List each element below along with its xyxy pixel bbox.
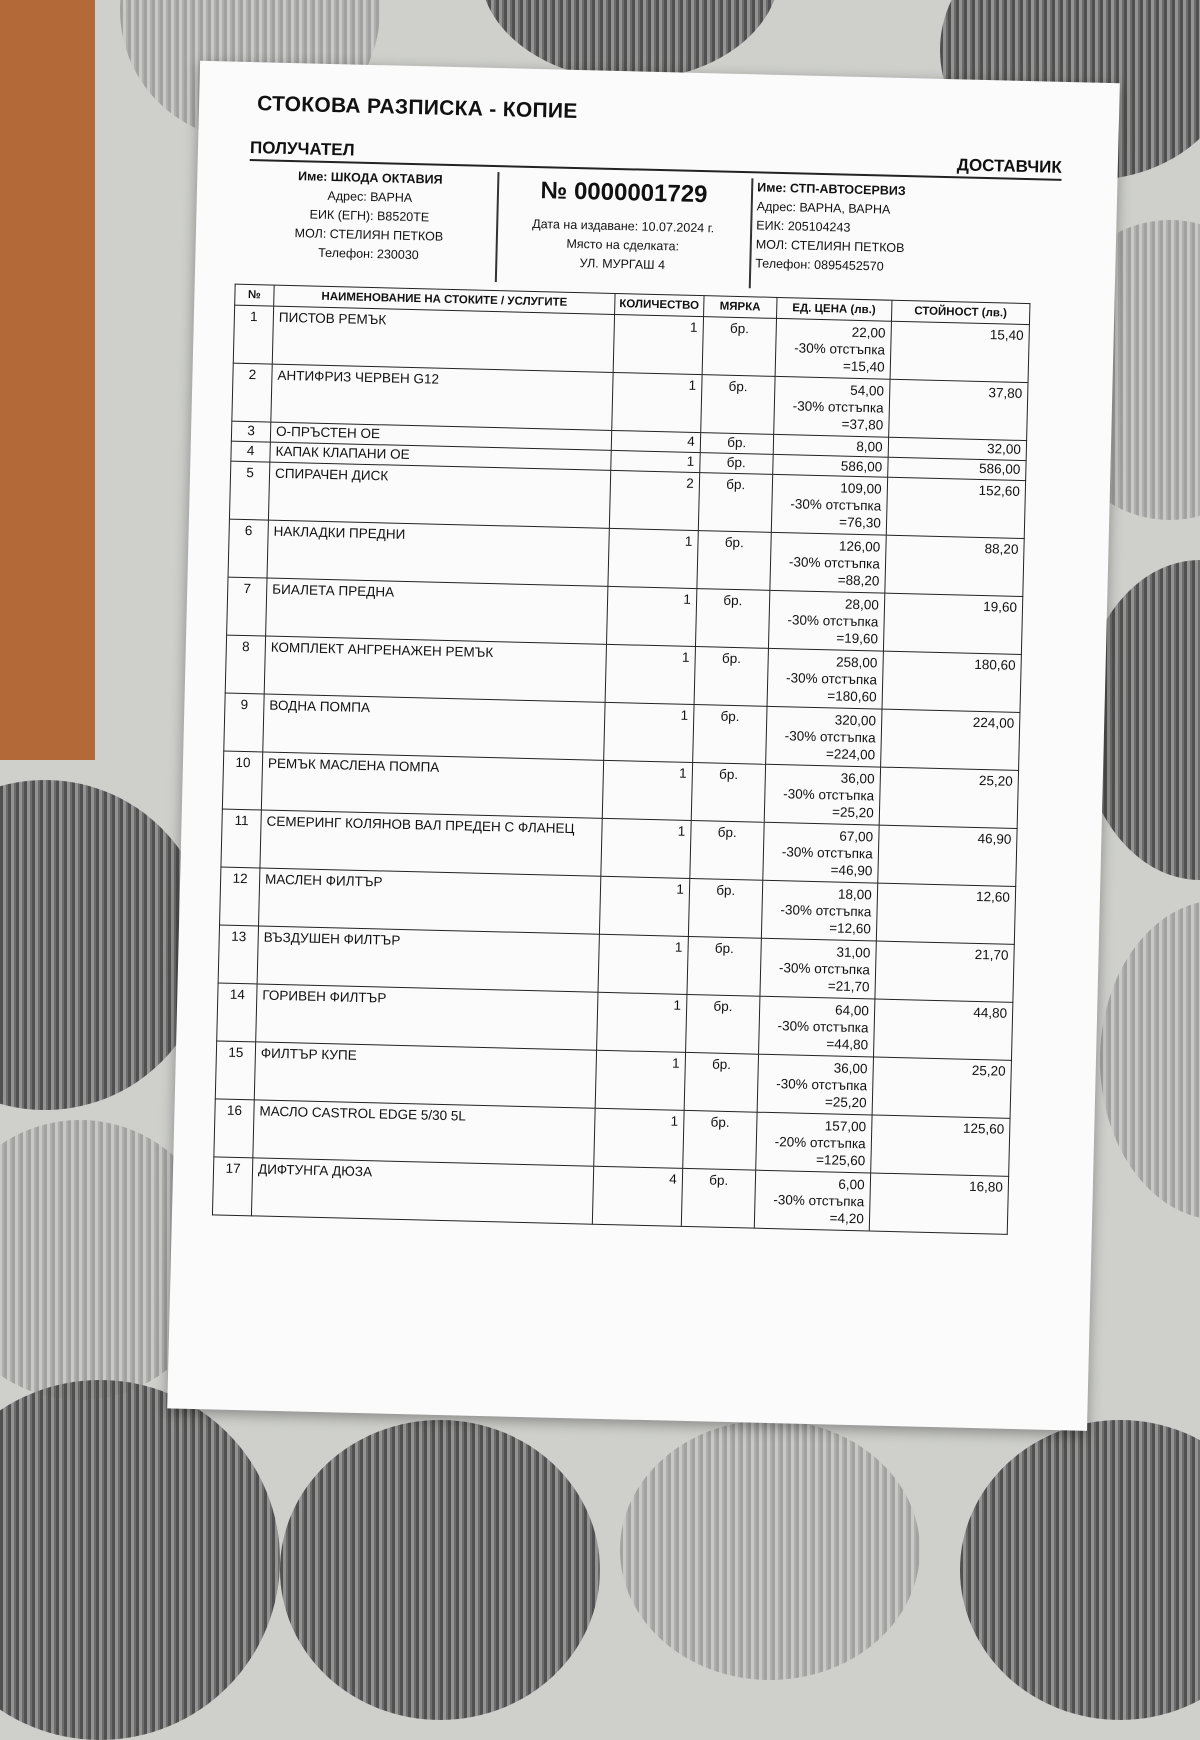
item-unit: бр.: [688, 878, 762, 938]
discounted-price: =15,40: [842, 358, 885, 375]
supplier-phone: Телефон: 0895452570: [755, 256, 884, 274]
discounted-price: =180,60: [827, 688, 877, 705]
item-unit-price: [761, 880, 877, 941]
supplier-block: [755, 178, 1057, 280]
item-name: МАСЛЕН ФИЛТЪР: [259, 868, 601, 934]
item-total: 21,70: [875, 941, 1015, 1002]
item-name: ВОДНА ПОМПА: [263, 694, 605, 760]
item-unit: бр.: [692, 705, 766, 765]
row-number: 14: [217, 983, 257, 1042]
background-pattern: [620, 1420, 920, 1680]
discount-label: -30% отстъпка: [778, 960, 871, 978]
item-unit-price: [767, 648, 883, 709]
item-unit-price: [772, 454, 887, 477]
item-total: 224,00: [880, 709, 1020, 770]
items-table: [212, 284, 1031, 1235]
price-value: 28,00: [844, 596, 880, 613]
item-name: ДИФТУНГА ДЮЗА: [251, 1158, 593, 1224]
item-total: 586,00: [887, 457, 1026, 480]
item-total: 46,90: [878, 825, 1018, 886]
price-value: 36,00: [833, 1060, 868, 1077]
item-total: 44,80: [873, 999, 1013, 1060]
item-unit: бр.: [690, 820, 764, 880]
background-pattern: [1100, 900, 1200, 1220]
row-number: 13: [218, 925, 258, 984]
item-total: 19,60: [883, 593, 1023, 654]
row-number: 6: [228, 519, 268, 578]
discount-label: -30% отстъпка: [780, 902, 872, 920]
col-header-unit-price: ЕД. ЦЕНА (лв.): [776, 297, 891, 321]
item-quantity: 1: [597, 992, 687, 1052]
item-quantity: 1: [595, 1050, 685, 1110]
row-number: 9: [224, 693, 264, 752]
item-quantity: 1: [611, 450, 700, 472]
supplier-address: Адрес: ВАРНА, ВАРНА: [756, 199, 891, 217]
row-number: 7: [227, 577, 267, 636]
price-value: 22,00: [851, 324, 886, 341]
issue-date: Дата на издаване: 10.07.2024 г.: [532, 216, 715, 236]
discounted-price: =37,80: [841, 416, 884, 433]
price-value: 54,00: [850, 382, 885, 399]
item-unit-price: [775, 318, 891, 379]
item-unit: бр.: [691, 762, 765, 822]
col-header-total: СТОЙНОСТ (лв.): [891, 300, 1030, 324]
item-unit-price: [771, 474, 887, 535]
item-quantity: 4: [592, 1166, 682, 1226]
row-number: 5: [229, 461, 269, 520]
item-unit-price: [773, 376, 889, 437]
item-unit-price: [765, 706, 881, 767]
place-label: Място на сделката:: [566, 236, 680, 254]
item-unit-price: [770, 532, 886, 593]
row-number: 16: [214, 1099, 254, 1158]
item-total: 15,40: [890, 321, 1030, 382]
price-value: 126,00: [838, 538, 881, 555]
item-name: КАПАК КЛАПАНИ ОЕ: [270, 442, 611, 470]
recipient-label: ПОЛУЧАТЕЛ: [249, 138, 355, 160]
receipt-document: [167, 61, 1120, 1431]
supplier-name: Име: СТП-АВТОСЕРВИЗ: [757, 180, 906, 199]
price-value: 36,00: [840, 770, 875, 787]
item-name: МАСЛО CASTROL EDGE 5/30 5L: [253, 1100, 595, 1166]
place-value: УЛ. МУРГАШ 4: [579, 256, 666, 273]
item-quantity: 1: [602, 760, 692, 820]
item-name: ГОРИВЕН ФИЛТЪР: [256, 984, 598, 1050]
item-unit: бр.: [681, 1168, 755, 1228]
item-unit: бр.: [695, 589, 769, 649]
discount-label: -30% отстъпка: [777, 1018, 869, 1036]
item-unit: бр.: [685, 994, 759, 1054]
item-name: РЕМЪК МАСЛЕНА ПОМПА: [261, 752, 603, 818]
discounted-price: =76,30: [838, 514, 882, 531]
price-value: 67,00: [839, 828, 874, 845]
row-number: 1: [233, 305, 273, 364]
discounted-price: =4,20: [829, 1210, 865, 1227]
discount-label: -30% отстъпка: [784, 728, 876, 746]
item-name: СПИРАЧЕН ДИСК: [268, 462, 610, 528]
item-name: ПИСТОВ РЕМЪК: [272, 306, 614, 372]
item-unit-price: [763, 822, 879, 883]
discounted-price: =25,20: [831, 804, 874, 821]
price-value: 320,00: [834, 712, 877, 729]
item-total: 152,60: [886, 477, 1026, 538]
item-name: КОМПЛЕКТ АНГРЕНАЖЕН РЕМЪК: [264, 636, 606, 702]
price-value: 586,00: [840, 458, 883, 475]
item-name: СЕМЕРИНГ КОЛЯНОВ ВАЛ ПРЕДЕН С ФЛАНЕЦ: [260, 810, 602, 876]
document-number: № 0000001729: [540, 177, 708, 209]
divider: [749, 178, 753, 288]
item-unit-price: [760, 938, 876, 999]
discounted-price: =46,90: [830, 862, 873, 879]
item-unit: бр.: [700, 433, 773, 455]
row-number: 12: [220, 867, 260, 926]
item-name: ФИЛТЪР КУПЕ: [254, 1042, 596, 1108]
discount-label: -30% отстъпка: [781, 844, 873, 862]
item-unit: бр.: [702, 317, 776, 377]
item-total: 25,20: [872, 1057, 1012, 1118]
item-quantity: 1: [606, 586, 696, 646]
item-unit: бр.: [684, 1052, 758, 1112]
discounted-price: =19,60: [836, 630, 879, 647]
item-unit-price: [773, 434, 888, 457]
discount-label: -30% отстъпка: [793, 340, 886, 358]
item-name: О-ПРЪСТЕН ОЕ: [270, 422, 611, 450]
item-name: БИАЛЕТА ПРЕДНА: [266, 578, 608, 644]
discount-label: -30% отстъпка: [785, 670, 878, 688]
discounted-price: =125,60: [815, 1152, 866, 1169]
recipient-phone: Телефон: 230030: [318, 245, 419, 263]
item-total: 32,00: [888, 437, 1027, 460]
row-number: 15: [215, 1041, 255, 1100]
price-value: 109,00: [840, 480, 882, 497]
background-pattern: [960, 1420, 1200, 1720]
item-quantity: 1: [613, 314, 703, 374]
supplier-eik: ЕИК: 205104243: [756, 218, 851, 235]
supplier-mol: МОЛ: СТЕЛИЯН ПЕТКОВ: [755, 237, 905, 256]
item-total: 180,60: [882, 651, 1022, 712]
price-value: 6,00: [838, 1176, 865, 1193]
item-quantity: 1: [599, 876, 689, 936]
item-quantity: 1: [598, 934, 688, 994]
item-quantity: 1: [612, 372, 702, 432]
item-total: 12,60: [876, 883, 1016, 944]
item-unit: бр.: [700, 453, 773, 475]
item-unit-price: [754, 1170, 870, 1231]
item-unit: бр.: [683, 1110, 757, 1170]
row-number: 8: [225, 635, 265, 694]
price-value: 8,00: [856, 438, 883, 455]
item-unit: бр.: [697, 531, 771, 591]
row-number: 10: [222, 751, 262, 810]
document-info: [497, 172, 749, 277]
item-total: 25,20: [879, 767, 1019, 828]
col-header-name: НАИМЕНОВАНИЕ НА СТОКИТЕ / УСЛУГИТЕ: [274, 285, 615, 314]
discount-label: -30% отстъпка: [787, 612, 879, 630]
discounted-price: =224,00: [825, 746, 876, 763]
item-unit: бр.: [698, 473, 772, 533]
document-title: СТОКОВА РАЗПИСКА - КОПИЕ: [256, 92, 578, 123]
item-unit: бр.: [694, 647, 768, 707]
supplier-label: ДОСТАВЧИК: [956, 155, 1063, 177]
item-unit-price: [768, 590, 884, 651]
item-name: НАКЛАДКИ ПРЕДНИ: [267, 520, 609, 586]
row-number: 4: [231, 441, 270, 462]
row-number: 3: [231, 421, 270, 442]
recipient-mol: МОЛ: СТЕЛИЯН ПЕТКОВ: [294, 226, 444, 244]
item-total: 125,60: [870, 1115, 1010, 1176]
recipient-name: Име: ШКОДА ОКТАВИЯ: [297, 169, 443, 187]
item-unit-price: [757, 1054, 873, 1115]
price-value: 31,00: [836, 944, 871, 961]
discount-label: -30% отстъпка: [790, 496, 882, 514]
item-unit-price: [755, 1112, 871, 1173]
item-quantity: 2: [609, 470, 699, 530]
discount-label: -30% отстъпка: [776, 1076, 868, 1094]
recipient-block: [243, 166, 495, 267]
row-number: 11: [221, 809, 261, 868]
item-unit-price: [764, 764, 880, 825]
recipient-eik: ЕИК (ЕГН): В8520ТЕ: [309, 207, 430, 225]
price-value: 64,00: [834, 1002, 870, 1019]
item-name: ВЪЗДУШЕН ФИЛТЪР: [257, 926, 599, 992]
background-pattern: [280, 1420, 600, 1720]
item-quantity: 1: [608, 528, 698, 588]
discount-label: -30% отстъпка: [788, 554, 881, 572]
item-quantity: 1: [605, 644, 695, 704]
item-total: 16,80: [869, 1173, 1009, 1234]
background-pattern: [0, 1380, 280, 1740]
item-unit-price: [758, 996, 874, 1057]
col-header-quantity: КОЛИЧЕСТВО: [615, 293, 704, 316]
discounted-price: =44,80: [826, 1036, 869, 1053]
item-unit: бр.: [687, 936, 761, 996]
discount-label: -30% отстъпка: [773, 1192, 865, 1210]
price-value: 258,00: [835, 654, 878, 671]
item-quantity: 1: [594, 1108, 684, 1168]
discounted-price: =21,70: [827, 978, 870, 995]
row-number: 17: [212, 1157, 252, 1216]
col-header-unit: МЯРКА: [703, 296, 776, 319]
item-name: АНТИФРИЗ ЧЕРВЕН G12: [271, 364, 613, 430]
recipient-address: Адрес: ВАРНА: [327, 188, 413, 205]
discount-label: -20% отстъпка: [774, 1134, 866, 1152]
item-quantity: 1: [604, 702, 694, 762]
discount-label: -30% отстъпка: [783, 786, 875, 804]
discounted-price: =25,20: [824, 1094, 867, 1111]
discount-label: -30% отстъпка: [792, 398, 884, 416]
discounted-price: =88,20: [837, 572, 880, 589]
discounted-price: =12,60: [829, 920, 872, 937]
item-total: 88,20: [885, 535, 1025, 596]
item-total: 37,80: [888, 379, 1028, 440]
row-number: 2: [232, 363, 272, 422]
background-wood: [0, 0, 95, 760]
item-quantity: 4: [611, 430, 700, 452]
price-value: 18,00: [837, 886, 872, 903]
price-value: 157,00: [824, 1118, 867, 1135]
item-unit: бр.: [700, 375, 774, 435]
item-quantity: 1: [601, 818, 691, 878]
col-header-number: №: [235, 284, 275, 306]
